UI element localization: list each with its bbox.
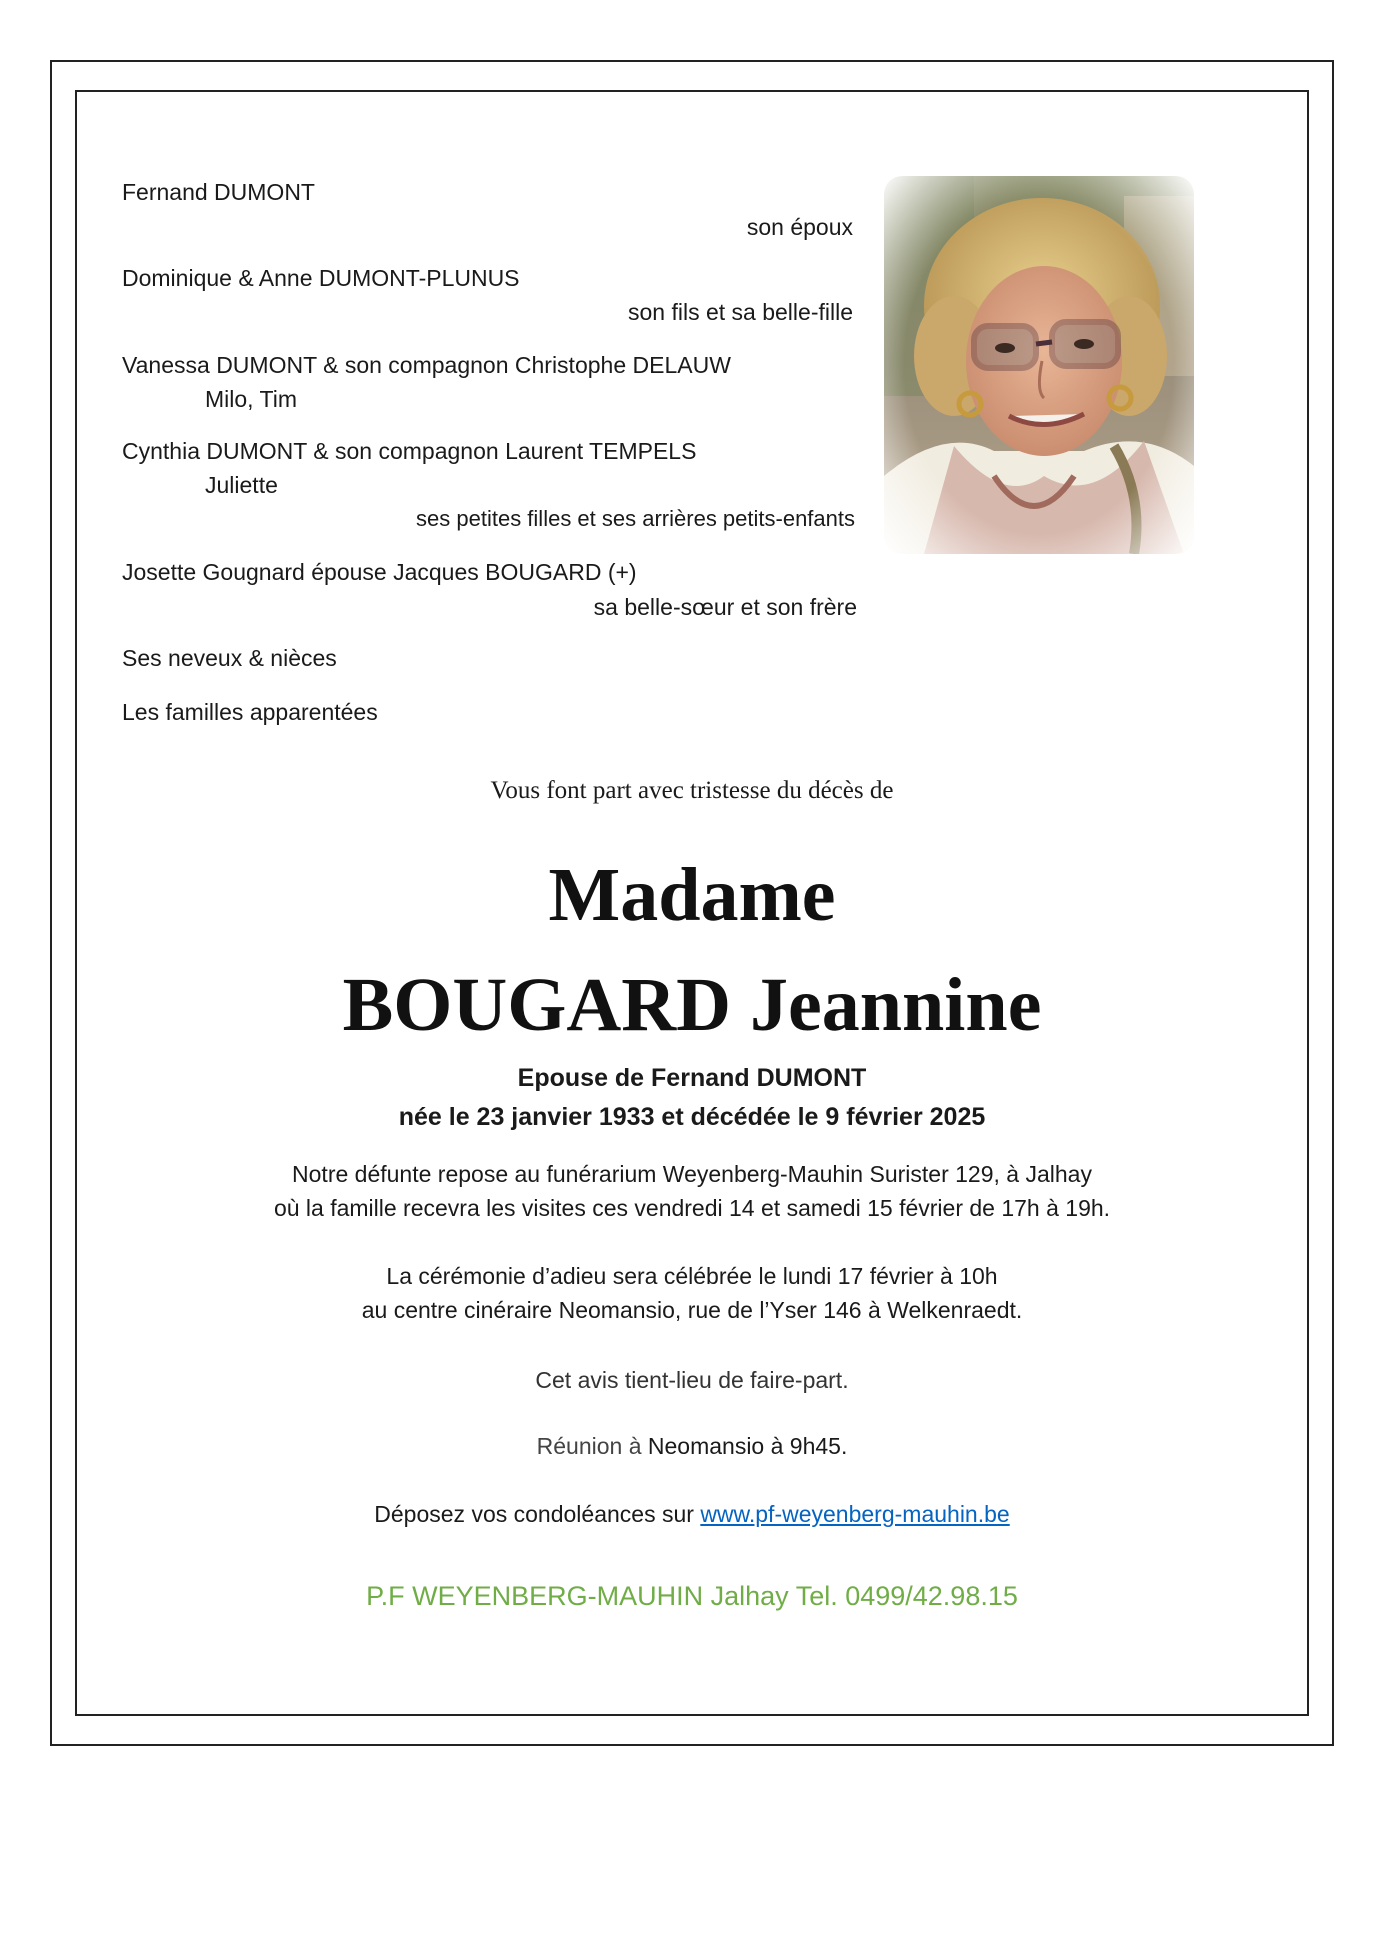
announcement-intro: Vous font part avec tristesse du décès de: [490, 777, 894, 804]
family-children-4: Juliette: [205, 472, 278, 498]
meeting-place: Neomansio à 9h45.: [647, 1433, 848, 1459]
condolences-prefix: Déposez vos condoléances sur: [374, 1501, 701, 1527]
family-member-7: Les familles apparentées: [122, 699, 378, 725]
family-member-3: Vanessa DUMONT & son compagnon Christophe DELAUW: [122, 352, 731, 378]
family-member-2: Dominique & Anne DUMONT-PLUNUS: [122, 265, 520, 291]
funeral-home-contact: P.F WEYENBERG-MAUHIN Jalhay Tel. 0499/42.98.15: [366, 1581, 1018, 1611]
family-role-1: son époux: [746, 214, 853, 240]
family-role-5: sa belle-sœur et son frère: [593, 594, 857, 620]
notice-line: Cet avis tient-lieu de faire-part.: [535, 1367, 849, 1393]
family-member-1: Fernand DUMONT: [122, 179, 315, 205]
family-member-4: Cynthia DUMONT & son compagnon Laurent TEMPELS: [122, 438, 697, 464]
meeting-prefix: Réunion à: [536, 1433, 648, 1459]
grandchildren-role: ses petites filles et ses arrières petits-enfants: [416, 506, 855, 531]
ceremony-line-1: La cérémonie d’adieu sera célébrée le lundi 17 février à 10h: [386, 1263, 998, 1289]
family-children-3: Milo, Tim: [205, 386, 297, 412]
deceased-title: Madame: [548, 853, 836, 937]
rest-line-2: où la famille recevra les visites ces vendredi 14 et samedi 15 février de 17h à 19h.: [273, 1195, 1111, 1221]
family-member-5: Josette Gougnard épouse Jacques BOUGARD (+): [122, 559, 637, 585]
spouse-line: Epouse de Fernand DUMONT: [517, 1064, 867, 1092]
deceased-name: BOUGARD Jeannine: [342, 963, 1042, 1047]
meeting-line: [75, 1432, 1309, 1460]
portrait-photo: [884, 176, 1194, 554]
ceremony-line-2: au centre cinéraire Neomansio, rue de l’Yser 146 à Welkenraedt.: [361, 1297, 1023, 1323]
condolences-link[interactable]: www.pf-weyenberg-mauhin.be: [700, 1501, 1010, 1527]
family-role-2: son fils et sa belle-fille: [628, 299, 853, 325]
dates-line: née le 23 janvier 1933 et décédée le 9 février 2025: [398, 1103, 986, 1131]
rest-line-1: Notre défunte repose au funérarium Weyenberg-Mauhin Surister 129, à Jalhay: [292, 1161, 1092, 1187]
condolences-line: [75, 1500, 1309, 1528]
family-member-6: Ses neveux & nièces: [122, 645, 337, 671]
